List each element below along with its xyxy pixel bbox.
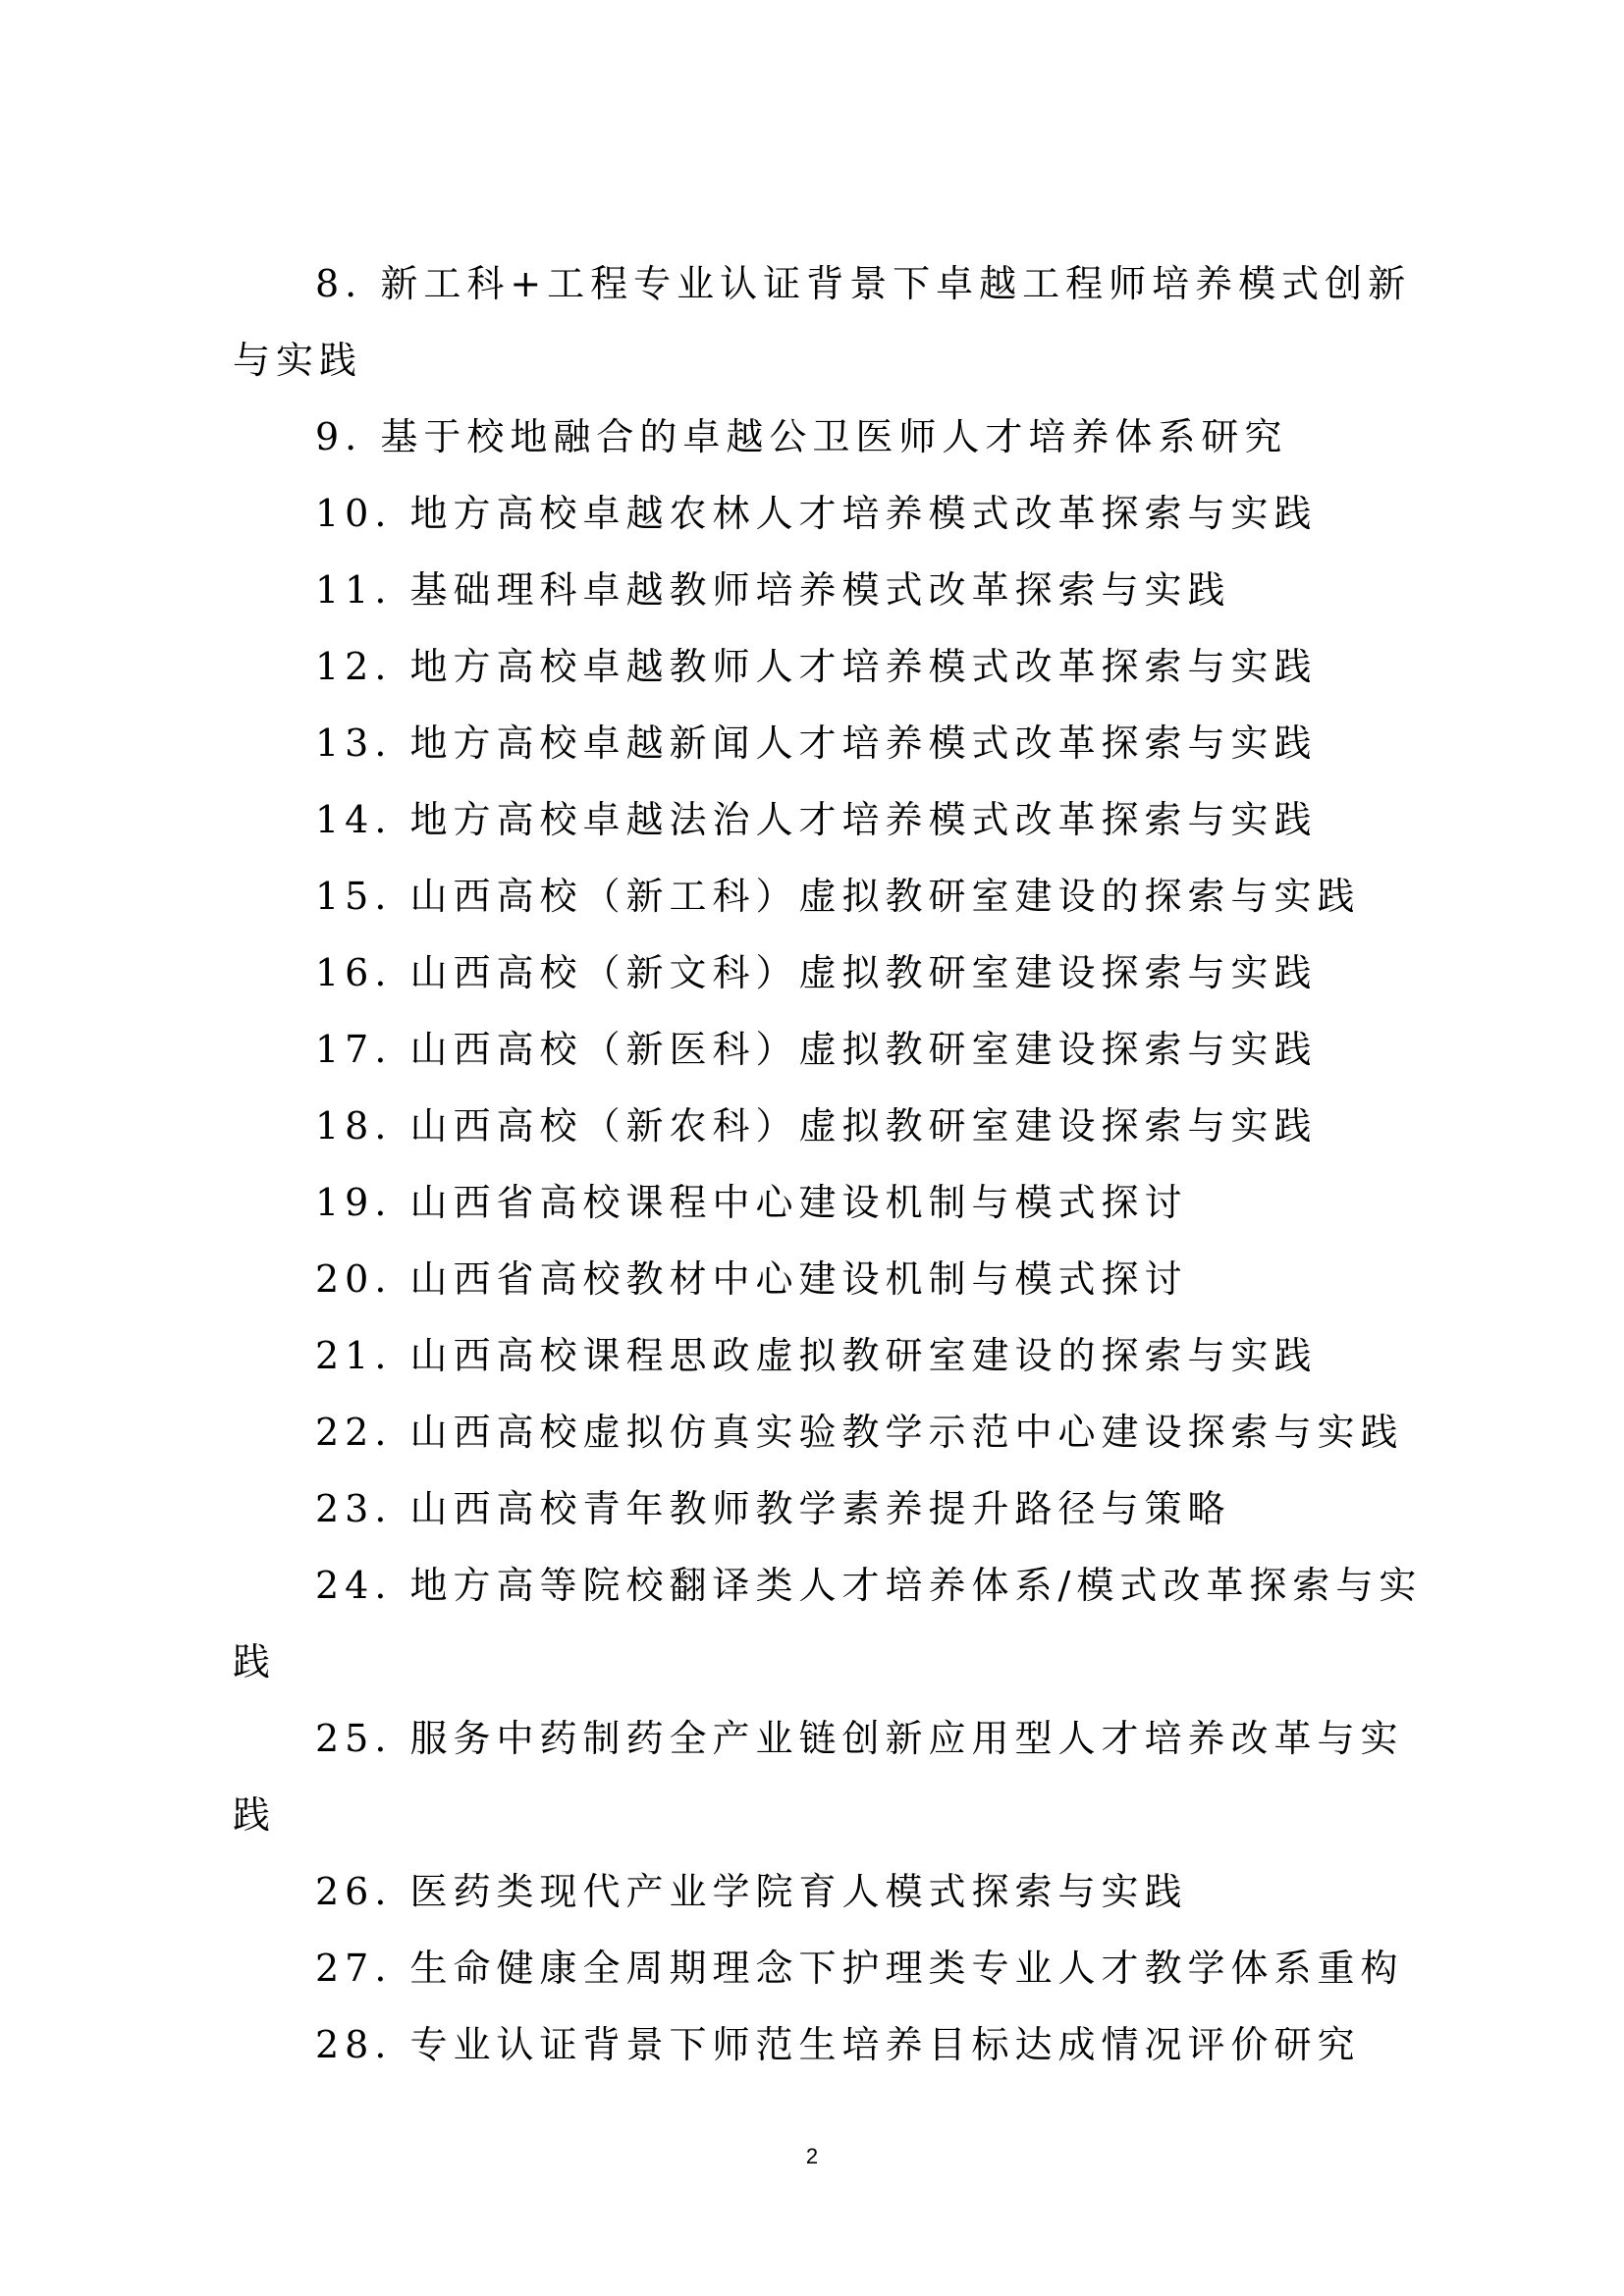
list-item: 8. 新工科+工程专业认证背景下卓越工程师培养模式创新与实践 — [233, 262, 1412, 382]
list-item: 13. 地方高校卓越新闻人才培养模式改革探索与实践 — [315, 721, 1318, 765]
list-item: 24. 地方高等院校翻译类人才培养体系/模式改革探索与实践 — [233, 1564, 1423, 1683]
list-item: 28. 专业认证背景下师范生培养目标达成情况评价研究 — [315, 2023, 1361, 2066]
list-item: 20. 山西省高校教材中心建设机制与模式探讨 — [315, 1257, 1188, 1301]
list-item: 23. 山西高校青年教师教学素养提升路径与策略 — [315, 1487, 1231, 1530]
list-item: 26. 医药类现代产业学院育人模式探索与实践 — [315, 1870, 1188, 1913]
list-item: 10. 地方高校卓越农林人才培养模式改革探索与实践 — [315, 492, 1318, 535]
list-item: 9. 基于校地融合的卓越公卫医师人才培养体系研究 — [315, 415, 1288, 458]
list-item: 15. 山西高校（新工科）虚拟教研室建设的探索与实践 — [315, 875, 1361, 918]
topic-list — [233, 245, 1440, 2083]
list-item: 14. 地方高校卓越法治人才培养模式改革探索与实践 — [315, 798, 1318, 841]
list-item: 18. 山西高校（新农科）虚拟教研室建设探索与实践 — [315, 1104, 1318, 1148]
list-item: 19. 山西省高校课程中心建设机制与模式探讨 — [315, 1181, 1188, 1224]
list-item: 22. 山西高校虚拟仿真实验教学示范中心建设探索与实践 — [315, 1411, 1404, 1454]
page-number: 2 — [805, 2144, 819, 2168]
list-item: 27. 生命健康全周期理念下护理类专业人才教学体系重构 — [315, 1947, 1404, 1990]
list-item: 11. 基础理科卓越教师培养模式改革探索与实践 — [315, 568, 1231, 612]
list-item: 25. 服务中药制药全产业链创新应用型人才培养改革与实践 — [233, 1717, 1404, 1837]
list-item: 17. 山西高校（新医科）虚拟教研室建设探索与实践 — [315, 1028, 1318, 1071]
list-item: 12. 地方高校卓越教师人才培养模式改革探索与实践 — [315, 645, 1318, 688]
list-item: 16. 山西高校（新文科）虚拟教研室建设探索与实践 — [315, 951, 1318, 994]
list-item: 21. 山西高校课程思政虚拟教研室建设的探索与实践 — [315, 1334, 1318, 1377]
